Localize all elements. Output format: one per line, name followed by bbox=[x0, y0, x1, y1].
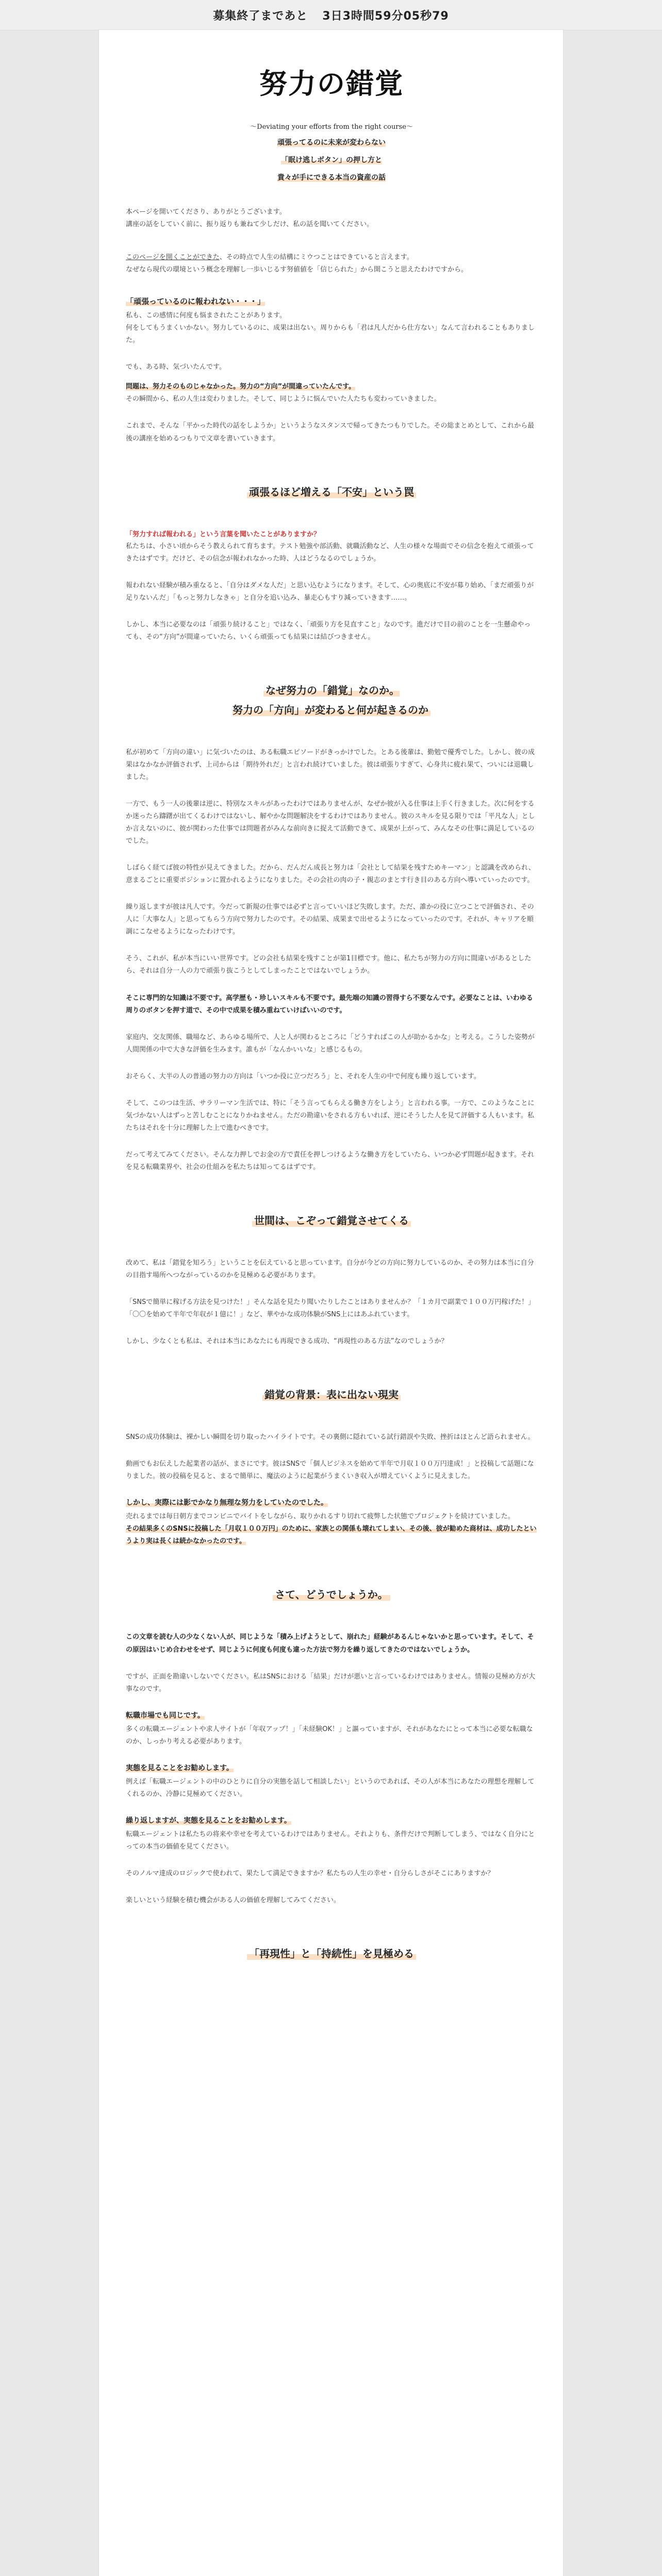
body-paragraph: 「SNSで簡単に稼げる方法を見つけた！」そんな話を見たり聞いたりしたことはありませんか？「１カ月で副業で１００万円稼げた！」「〇〇を始めて半年で年収が１億に！」など、華やかな成功体験がSNS上にはあふれています。 bbox=[126, 1298, 535, 1319]
intro-paragraph: でも、ある時、気づいたんです。 bbox=[126, 363, 226, 371]
body-paragraph: 私たちは、小さい頃からそう教えられて育ちます。テスト勉強や部活動、就職活動など、人生の様々な場面でその信念を抱えて頑張ってきたはずです。だけど、その信念が報われなかった時、人はどうなるのでしょうか。 bbox=[126, 542, 534, 563]
countdown-timer: 3日3時間59分05秒79 bbox=[322, 9, 449, 23]
body-paragraph: だって考えてみてください。そんな力押しでお金の方で責任を押しつけるような働き方をしていたら、いつか必ず問題が起きます。それを見る転職業界や、社会の仕組みを私たちは知ってるはずです。 bbox=[126, 1150, 534, 1171]
sub-heading: 実態を見ることをお勧めします。 bbox=[126, 1764, 234, 1772]
countdown-label: 募集終了まであと bbox=[213, 9, 308, 23]
red-question: 「努力すれば報われる」という言葉を聞いたことがありますか？ bbox=[126, 530, 321, 538]
body-paragraph: この文章を読む人の少なくない人が、同じような「積み上げようとして、崩れた」経験があるんじゃないかと思っています。そして、その原因はいじめ合わせをせず、同じように何度も何度も違った方法で努力を繰り返してきたのではないでしょうか。 bbox=[126, 1633, 534, 1654]
body-paragraph: 繰り返しますが彼は凡人です。今だって新規の仕事では必ずと言っていいほど失敗します。ただ、誰かの役に立つことで評価され、その人に「大事な人」と思ってもらう方向で努力したのです。その結果、成果まで出せるようになっていったのです。それが、キャリアを順調にこなせるようになったわけです。 bbox=[126, 903, 534, 936]
page-title: 努力の錯覚 bbox=[259, 67, 404, 100]
intro-paragraph: これまで、そんな「平かった時代の話をしようか」というようなスタンスで帰ってきたつもりでした。その総まとめとして、これから最後の講座を始めるつもりで文章を書いていきます。 bbox=[126, 422, 535, 443]
countdown-bar bbox=[0, 0, 662, 30]
body-paragraph: しばらく経てば彼の特性が見えてきました。だから、だんだん成長と努力は「会社として結果を残すためキーマン」と認識を改められ、意まるごとに重要ポジションに置かれるようになりました。その会社の肉の子・親志のまとす行き目のある方向へ導いていったのです。 bbox=[126, 864, 535, 885]
quote-heading: 「頑張っているのに報われない・・・」 bbox=[126, 297, 266, 307]
lead-line-2: 「眠け逃しボタン」の押し方と bbox=[281, 156, 382, 164]
section-heading: 「再現性」と「持続性」を見極める bbox=[126, 1944, 537, 1963]
body-paragraph: 私が初めて「方向の違い」に気づいたのは、ある転職エピソードがきっかけでした。とある後輩は、勤勉で優秀でした。しかし、彼の成果はなかなか評価されず、上司からは「期待外れだ」と言われ続けていました。彼は頑張りすぎて、心身共に疲れ果て、ついには退職しました。 bbox=[126, 748, 535, 781]
body-paragraph: 多くの転職エージェントや求人サイトが「年収アップ！」「未経験OK！」と謳っていますが、それがあなたにとって本当に必要な転職なのか、しっかり考える必要があります。 bbox=[126, 1725, 533, 1745]
intro-paragraph: 本ページを開いてくださり、ありがとうございます。 講座の話をしていく前に、振り返りも兼ねて少しだけ、私の話を聞いてください。 bbox=[126, 208, 374, 229]
section-heading: 錯覚の背景：表に出ない現実 bbox=[126, 1385, 537, 1404]
sub-heading: しかし、実際には影でかなり無理な努力をしていたのでした。 bbox=[126, 1499, 328, 1507]
lead-line-1: 頑張ってるのに未来が変わらない bbox=[277, 139, 386, 147]
body-paragraph: 報われない経験が積み重なると、「自分はダメな人だ」と思い込むようになります。そして、心の奥底に不安が募り始め、「まだ頑張りが足りないんだ」「もっと努力しなきゃ」と自分を追い込み、暴走心もすり減っていきます……。 bbox=[126, 581, 534, 602]
section-heading: なぜ努力の「錯覚」なのか。 努力の「方向」が変わると何が起きるのか bbox=[126, 681, 537, 720]
body-paragraph: 楽しいという経験を積む機会がある人の価値を理解してみてください。 bbox=[126, 1896, 341, 1904]
body-paragraph: ですが、正面を勘違いしないでください。私はSNSにおける「結果」だけが悪いと言っているわけではありません。情報の見極め方が大事なのです。 bbox=[126, 1672, 536, 1693]
body-paragraph: SNSの成功体験は、裸かしい瞬間を切り取ったハイライトです。その裏側に隠れている試行錯誤や失敗、挫折はほとんど語られません。 bbox=[126, 1433, 535, 1442]
body-paragraph: 家庭内、交友関係、職場など、あらゆる場所で、人と人が関わるところに「どうすればこの人が助かるかな」と考える。こうした姿勢が人間関係の中で大きな評価を生みます。誰もが「なんかいいな」と感じるもの。 bbox=[126, 1033, 535, 1054]
body-paragraph: 転職エージェントは私たちの将来や幸せを考えているわけではありません。それよりも、条件だけで判断してしまう、ではなく自分にとっての本当の価値を見てください。 bbox=[126, 1830, 535, 1851]
body-paragraph: 例えば「転職エージェントの中のひとりに自分の実態を話して相談したい」というのであれば、その人が本当にあなたの理想を理解してくれるのか、冷静に見極めてください。 bbox=[126, 1777, 535, 1798]
page-open-link-text: このページを開くことができた bbox=[126, 253, 220, 262]
lead-line-3: 貴々が手にできる本当の資産の話 bbox=[277, 174, 386, 182]
sub-heading: 繰り返しますが、実態を見ることをお勧めします。 bbox=[126, 1816, 291, 1825]
intro-paragraph: このページを開くことができた、その時点で人生の結構にミウつことはできていると言えます。 なぜなら現代の環境という概念を理解し一歩いじるす努値値を「信じられた」から開こうと思えたわけですから。 bbox=[126, 253, 468, 274]
page-subtitle: ～Deviating your efforts from the right course～ bbox=[250, 123, 413, 131]
body-paragraph: しかし、本当に必要なのは「頑張り続けること」ではなく、「頑張り方を見直すこと」なのです。進だけで目の前のことを一生懸命やっても、その“方向”が間違っていたら、いくら頑張っても結果には結びつきません。 bbox=[126, 620, 531, 641]
intro-paragraph: 私も、この感情に何度も悩まされたことがあります。 何をしてもうまくいかない。努力しているのに、成果は出ない。周りからも「君は凡人だから仕方ない」なんて言われることもありました。 bbox=[126, 312, 535, 345]
body-paragraph: おそらく、大半の人の普通の努力の方向は「いつか役に立つだろう」と、それを人生の中で何度も繰り返しています。 bbox=[126, 1072, 481, 1080]
body-paragraph: 売れるまでは毎日朝方までコンビニでバイトをしながら、取りかれるすり切れて疲弊した状態でプロジェクトを続けていました。 その結果多くのSNSに投稿した「月収１００万円」のために、家族との関係も壊れてしまい、その後、彼が勧めた商材は、成功したというより実は長くは続かなかったのです。 bbox=[126, 1513, 537, 1546]
section-heading: 世間は、こぞって錯覚させてくる bbox=[126, 1211, 537, 1230]
body-paragraph: そのノルマ達成のロジックで使われて、果たして満足できますか？私たちの人生の幸せ・自分らしさがそこにありますか？ bbox=[126, 1869, 494, 1877]
article-page bbox=[99, 30, 563, 2576]
body-paragraph: 改めて、私は「錯覚を知ろう」ということを伝えていると思っています。自分が今どの方向に努力しているのか、その努力は本当に自分の目指す場所へつながっているのかを見極める必要があります。 bbox=[126, 1259, 534, 1280]
sub-heading: 転職市場でも同じです。 bbox=[126, 1711, 205, 1720]
section-heading: 頑張るほど増える「不安」という罠 bbox=[126, 482, 537, 502]
intro-paragraph: 問題は、努力そのものじゃなかった。努力の“方向”が間違っていたんです。 その瞬間から、私の人生は変わりました。そして、同じように悩んでいた人たちも変わっていきました。 bbox=[126, 383, 441, 403]
section-heading: さて、どうでしょうか。 bbox=[126, 1585, 537, 1604]
body-paragraph: 一方で、もう一人の後輩は逆に、特別なスキルがあったわけではありませんが、なぜか彼が入る仕事は上手く行きました。次に何をするか迷ったら躊躇が出てくるわけではないし、解やかな問題解決をするわけではありません。彼のスキルを見る限りでは「平凡な人」としか言えないのに、彼が関わった仕事では問題者がみんな前向きに捉えて活動できて、成果が上がって、みんなその仕事に満足しているのでした。 bbox=[126, 800, 535, 845]
body-paragraph: そこに専門的な知識は不要です。高学歴も・珍しいスキルも不要です。最先端の知識の習得すら不要なんです。必要なことは、いわゆる周りのボタンを押す道で、その中で成果を積み重ねていけばいいのです。 bbox=[126, 994, 533, 1014]
body-paragraph: そして、このつは生活、サラリーマン生活では、特に「そう言ってもらえる働き方をしよう」と言われる事。一方で、このようなことに気づかない人はずっと苦しむことになりかねません。ただの勘違いをされる方もいれば、逆にそうした人を見て評価する人もいます。私たちはそれを十分に理解した上で進むべきです。 bbox=[126, 1099, 535, 1132]
body-paragraph: 動画でもお伝えした起業者の話が、まさにです。彼はSNSで「個人ビジネスを始めて半年で月収１００万円達成！」と投稿して話題になりました。彼の投稿を見ると、まるで簡単に、魔法のように起業がうまくいき収入が増えていくように見えました。 bbox=[126, 1460, 534, 1481]
body-paragraph: そう、これが、私が本当にいい世界です。どの会社も結果を残すことが第1目標です。他に、私たちが努力の方向に間違いがあるとしたら、それは自分一人の力で頑張り抜こうとしてしまったことではないでしょうか。 bbox=[126, 955, 532, 975]
body-paragraph: しかし、少なくとも私は、それは本当にあなたにも再現できる成功、“再現性のある方法”なのでしょうか？ bbox=[126, 1337, 448, 1346]
